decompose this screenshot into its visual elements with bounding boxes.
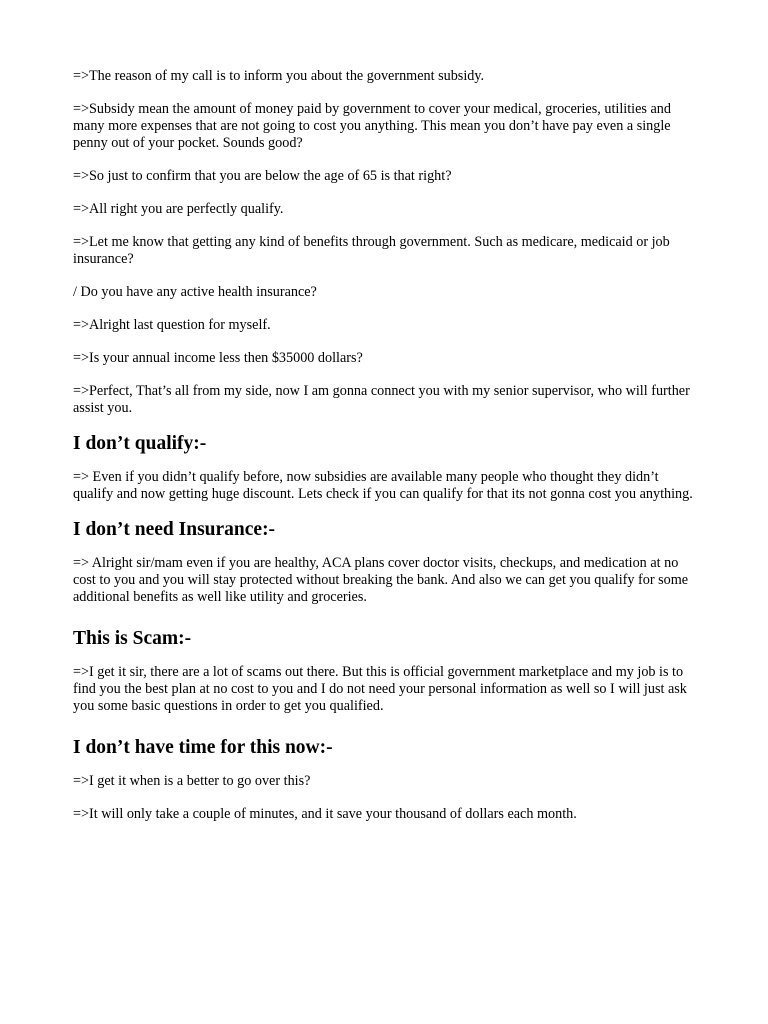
section-paragraph-no-time-1: =>I get it when is a better to go over this? <box>73 773 311 789</box>
intro-paragraph-subsidy: =>Subsidy mean the amount of money paid by government to cover your medical, groceries, utilities and many more expenses that are not going to cost you anything. This mean you don’t have pay even a single penny out of your pocket. Sounds good? <box>73 101 671 151</box>
section-paragraph-scam: =>I get it sir, there are a lot of scams out there. But this is official government marketplace and my job is to find you the best plan at no cost to you and I do not need your personal information as well so I will just ask you some basic questions in order to get you qualified. <box>73 664 687 714</box>
section-paragraph-dont-qualify: => Even if you didn’t qualify before, now subsidies are available many people who thought they didn’t qualify and now getting huge discount. Lets check if you can qualify for that its not gonna cost you anything. <box>73 469 693 502</box>
intro-paragraph-closing: =>Perfect, That’s all from my side, now I am gonna connect you with my senior supervisor, who will further assist you. <box>73 383 690 416</box>
intro-paragraph-reason: =>The reason of my call is to inform you about the government subsidy. <box>73 68 485 84</box>
section-heading-dont-qualify: I don’t qualify:- <box>73 433 207 454</box>
intro-paragraph-age: =>So just to confirm that you are below the age of 65 is that right? <box>73 168 452 184</box>
intro-paragraph-insurance: / Do you have any active health insurance? <box>73 284 317 300</box>
section-heading-no-time: I don’t have time for this now:- <box>73 737 333 758</box>
section-paragraph-dont-need-insurance: => Alright sir/mam even if you are healthy, ACA plans cover doctor visits, checkups, and medication at no cost to you and you will stay protected without breaking the bank. And also we can get you qualify for some additional benefits as well like utility and groceries. <box>73 555 689 605</box>
intro-paragraph-income: =>Is your annual income less then $35000 dollars? <box>73 350 363 366</box>
document-page <box>73 68 695 839</box>
intro-paragraph-qualify: =>All right you are perfectly qualify. <box>73 201 284 217</box>
section-paragraph-no-time-2: =>It will only take a couple of minutes, and it save your thousand of dollars each month. <box>73 806 577 822</box>
intro-paragraph-benefits: =>Let me know that getting any kind of benefits through government. Such as medicare, medicaid or job insurance? <box>73 234 670 267</box>
intro-paragraph-last-question: =>Alright last question for myself. <box>73 317 271 333</box>
section-heading-scam: This is Scam:- <box>73 628 192 649</box>
section-heading-dont-need-insurance: I don’t need Insurance:- <box>73 519 276 540</box>
